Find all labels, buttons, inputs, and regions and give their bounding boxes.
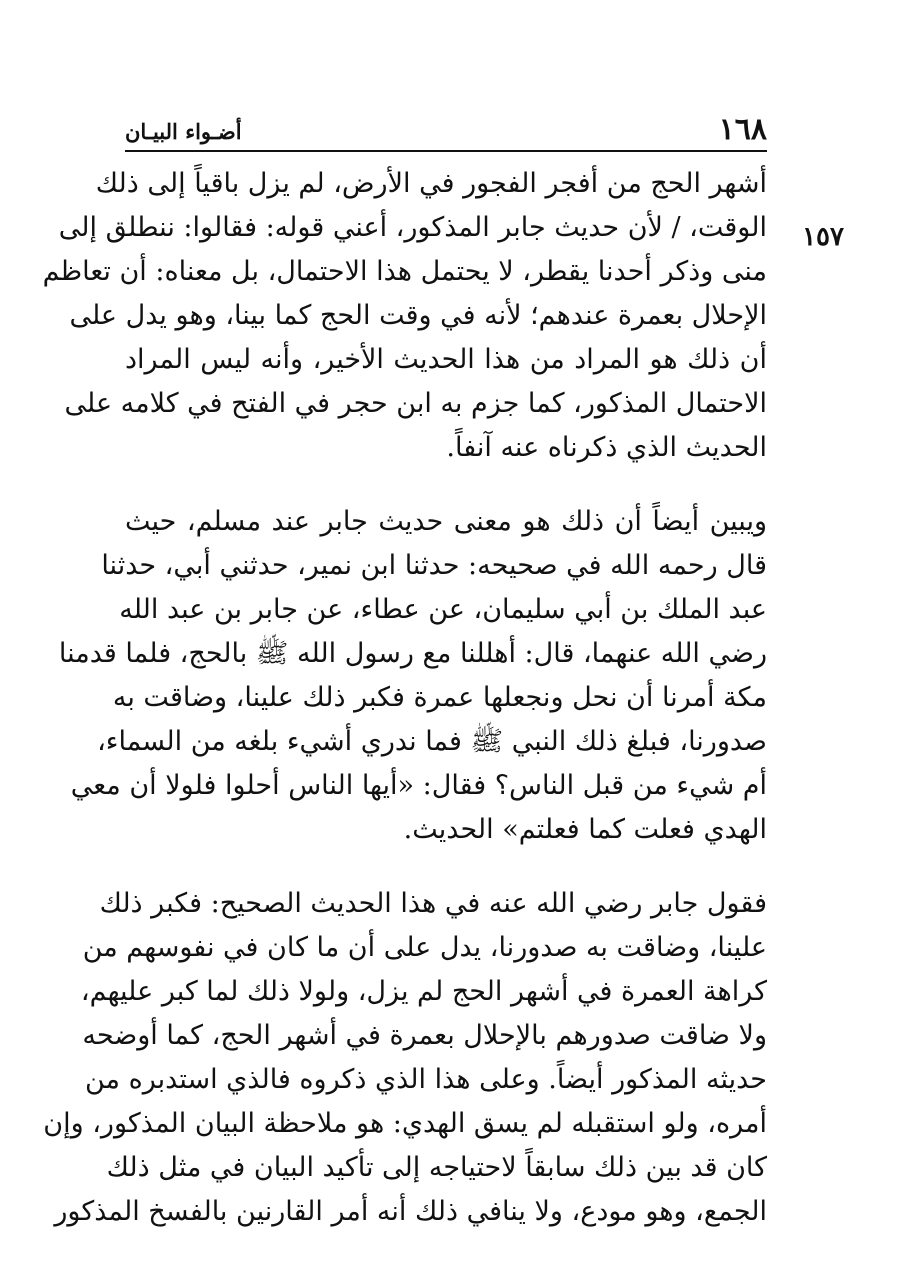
text-line: صدورنا، فبلغ ذلك النبي ﷺ فما ندري أشيء بلغه من السماء، bbox=[97, 726, 767, 757]
text-line: أن ذلك هو المراد من هذا الحديث الأخير، وأنه ليس المراد bbox=[125, 344, 767, 375]
text-line: الحديث الذي ذكرناه عنه آنفاً. bbox=[446, 432, 767, 463]
text-line: الوقت، / لأن حديث جابر المذكور، أعني قوله: فقالوا: ننطلق إلى bbox=[58, 212, 767, 243]
text-line: قال رحمه الله في صحيحه: حدثنا ابن نمير، حدثني أبي، حدثنا bbox=[101, 550, 767, 581]
text-line: مكة أمرنا أن نحل ونجعلها عمرة فكبر ذلك علينا، وضاقت به bbox=[112, 682, 767, 713]
text-line: الهدي فعلت كما فعلتم» الحديث. bbox=[403, 814, 767, 845]
paragraph bbox=[58, 500, 767, 852]
page-number: ١٦٨ bbox=[718, 112, 767, 147]
text-line: علينا، وضاقت به صدورنا، يدل على أن ما كان في نفوسهم من bbox=[82, 932, 767, 963]
running-title: أضـواء البيـان bbox=[125, 119, 242, 144]
paragraph-gap bbox=[125, 470, 767, 500]
text-line: ولا ضاقت صدورهم بالإحلال بعمرة في أشهر الحج، كما أوضحه bbox=[82, 1020, 767, 1051]
paragraph-gap bbox=[125, 852, 767, 882]
page-header bbox=[125, 108, 767, 152]
header-rule bbox=[125, 150, 767, 152]
paragraph bbox=[42, 162, 767, 470]
text-line: الجمع، وهو مودع، ولا ينافي ذلك أنه أمر القارنين بالفسخ المذكور bbox=[54, 1196, 767, 1227]
text-line: ويبين أيضاً أن ذلك هو معنى حديث جابر عند مسلم، حيث bbox=[125, 506, 767, 537]
paragraph bbox=[43, 882, 767, 1234]
text-line: أشهر الحج من أفجر الفجور في الأرض، لم يزل باقياً إلى ذلك bbox=[95, 168, 767, 199]
text-line: أم شيء من قبل الناس؟ فقال: «أيها الناس أحلوا فلولا أن معي bbox=[70, 770, 767, 801]
text-line: كان قد بين ذلك سابقاً لاحتياجه إلى تأكيد البيان في مثل ذلك bbox=[106, 1152, 767, 1183]
margin-page-marker: ١٥٧ bbox=[802, 222, 844, 252]
text-line: حديثه المذكور أيضاً. وعلى هذا الذي ذكروه فالذي استدبره من bbox=[84, 1064, 767, 1095]
text-line: عبد الملك بن أبي سليمان، عن عطاء، عن جابر بن عبد الله bbox=[119, 594, 767, 625]
text-line: منى وذكر أحدنا يقطر، لا يحتمل هذا الاحتمال، بل معناه: أن تعاظم bbox=[42, 256, 767, 287]
text-line: الاحتمال المذكور، كما جزم به ابن حجر في الفتح في كلامه على bbox=[64, 388, 767, 419]
body-text bbox=[42, 162, 767, 1234]
text-line: فقول جابر رضي الله عنه في هذا الحديث الصحيح: فكبر ذلك bbox=[99, 888, 767, 919]
text-line: أمره، ولو استقبله لم يسق الهدي: هو ملاحظة البيان المذكور، وإن bbox=[43, 1108, 767, 1139]
text-line: كراهة العمرة في أشهر الحج لم يزل، ولولا ذلك لما كبر عليهم، bbox=[80, 976, 767, 1007]
text-line: رضي الله عنهما، قال: أهللنا مع رسول الله ﷺ بالحج، فلما قدمنا bbox=[58, 638, 767, 669]
text-line: الإحلال بعمرة عندهم؛ لأنه في وقت الحج كما بينا، وهو يدل على bbox=[69, 300, 767, 331]
